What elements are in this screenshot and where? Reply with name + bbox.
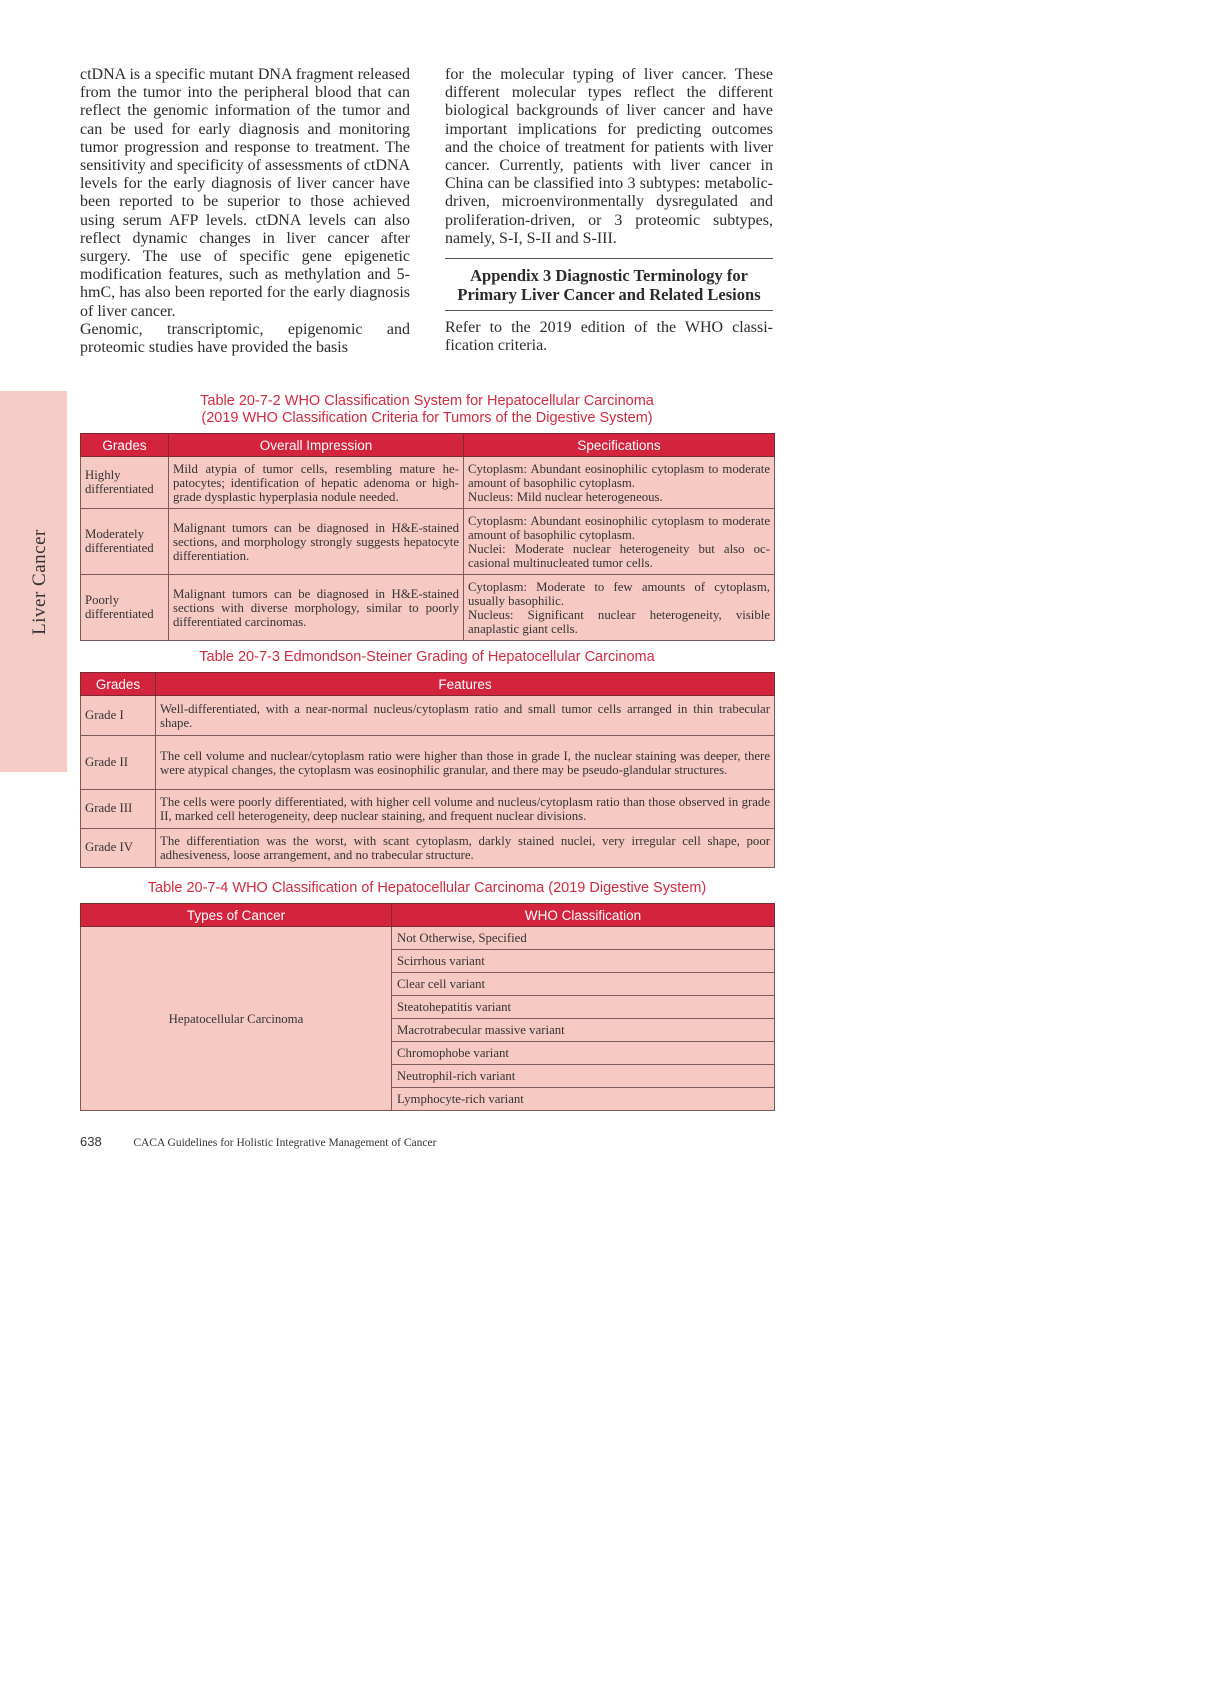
table1-impression-cell: Mild atypia of tumor cells, resembling mature hepatocytes; identification of hepatic adenoma or high-grade dysplastic hyperplasia nodule needed. [169, 457, 464, 509]
table-row [81, 736, 775, 790]
table2-features-cell: The differentiation was the worst, with scant cytoplasm, darkly stained nuclei, very irregular cell shape, poor adhesiveness, loose arrangement, and no trabecular structure. [156, 829, 775, 868]
table2-grade-cell: Grade III [81, 790, 156, 829]
table-row [81, 829, 775, 868]
paragraph-appendix: Refer to the 2019 edition of the WHO classification criteria. [445, 319, 773, 355]
table1-impression-cell: Malignant tumors can be diagnosed in H&E-stained sections, and morphology strongly suggests hepatocyte differentiation. [169, 509, 464, 575]
left-column [80, 66, 410, 357]
who-classification-table [80, 433, 775, 641]
table3-header-classification: WHO Classification [392, 904, 775, 927]
table-row [81, 457, 775, 509]
table-row [81, 790, 775, 829]
table3-header-types: Types of Cancer [81, 904, 392, 927]
table1-grade-cell: Highly differentiated [81, 457, 169, 509]
table2-caption: Table 20-7-3 Edmondson-Steiner Grading of Hepatocellular Carcinoma [199, 649, 655, 665]
table2-features-cell: Well-differentiated, with a near-normal nucleus/cytoplasm ratio and small tumor cells arranged in thin trabecular shape. [156, 696, 775, 736]
table1-grade-cell: Poorly differentiated [81, 575, 169, 641]
table3-classification-cell: Steatohepatitis variant [392, 996, 775, 1019]
side-tab-label: Liver Cancer [29, 529, 50, 635]
paragraph-ctdna: ctDNA is a specific mutant DNA fragment released from the tumor into the peripheral blood that can reflect the genomic information of the tumor and can be used for early diagnosis and monitoring tumor progression and response to treatment. The sensitivity and specificity of assessments of ctDNA levels for the early diagnosis of liver cancer have been reported to be superior to those achieved using serum AFP levels. ctDNA levels can also reflect dynamic changes in liver cancer after surgery. The use of specific gene epigenetic modification features, such as methylation and 5-hmC, has also been reported for the early diagnosis of liver cancer. [80, 66, 410, 320]
table-row [81, 509, 775, 575]
table3-classification-cell: Clear cell variant [392, 973, 775, 996]
appendix-heading-line-1: Appendix 3 Diagnostic Terminology for [470, 266, 748, 286]
table3-classification-cell: Not Otherwise, Specified [392, 927, 775, 950]
table1-impression-cell: Malignant tumors can be diagnosed in H&E-stained sections with diverse morphology, similar to poorly differentiated carcinomas. [169, 575, 464, 641]
table3-caption: Table 20-7-4 WHO Classification of Hepatocellular Carcinoma (2019 Digestive System) [147, 880, 707, 896]
table-row [81, 927, 775, 950]
table1-header-specifications: Specifications [464, 434, 775, 457]
table2-header-grades: Grades [81, 673, 156, 696]
table3-classification-cell: Scirrhous variant [392, 950, 775, 973]
table2-features-cell: The cell volume and nuclear/cytoplasm ratio were higher than those in grade I, the nuclear staining was deeper, there were atypical changes, the cytoplasm was eosinophilic granular, and there may be pseudo-glandular structures. [156, 736, 775, 790]
table2-grade-cell: Grade II [81, 736, 156, 790]
page-footer [80, 1134, 436, 1149]
edmondson-steiner-table [80, 672, 775, 868]
table-row [81, 575, 775, 641]
table1-caption-line-1: Table 20-7-2 WHO Classification System for Hepatocellular Carcinoma [200, 393, 654, 409]
table1-header-grades: Grades [81, 434, 169, 457]
page-number: 638 [80, 1134, 102, 1149]
table1-grade-cell: Moderately differentiated [81, 509, 169, 575]
paragraph-molecular-typing: for the molecular typing of liver cancer. These different molecular types reflect the different biological backgrounds of liver cancer and have important implications for predicting outcomes and the choice of treatment for patients with liver cancer. Currently, patients with liver cancer in China can be classified into 3 subtypes: metabolic-driven, microenvironmentally dysregulated and proliferation-driven, or 3 proteomic subtypes, namely, S-I, S-II and S-III. [445, 66, 773, 247]
table3-classification-cell: Macrotrabecular massive variant [392, 1019, 775, 1042]
book-title: CACA Guidelines for Holistic Integrative Management of Cancer [133, 1137, 437, 1149]
appendix-heading-line-2: Primary Liver Cancer and Related Lesions [457, 284, 761, 304]
paragraph-genomic: Genomic, transcriptomic, epigenomic and proteomic studies have provided the basis [80, 320, 410, 357]
table3-cancer-type-cell: Hepatocellular Carcinoma [81, 927, 392, 1111]
table1-caption [80, 393, 774, 427]
table1-spec-cell: Cytoplasm: Moderate to few amounts of cytoplasm, usually basophilic. Nucleus: Significant nuclear heterogeneity, visible anaplastic giant cells. [464, 575, 775, 641]
table3-classification-cell: Neutrophil-rich variant [392, 1065, 775, 1088]
table-row [81, 696, 775, 736]
table2-grade-cell: Grade IV [81, 829, 156, 868]
table3-classification-cell: Lymphocyte-rich variant [392, 1088, 775, 1111]
table3-classification-cell: Chromophobe variant [392, 1042, 775, 1065]
right-column [445, 66, 773, 355]
table1-spec-cell: Cytoplasm: Abundant eosinophilic cytoplasm to moderate amount of basophilic cytoplasm. Nucleus: Mild nuclear heterogeneous. [464, 457, 775, 509]
who-variants-table [80, 903, 775, 1111]
table2-header-features: Features [156, 673, 775, 696]
table1-caption-line-2: (2019 WHO Classification Criteria for Tumors of the Digestive System) [201, 410, 653, 426]
table2-features-cell: The cells were poorly differentiated, with higher cell volume and nucleus/cytoplasm ratio than those observed in grade II, marked cell heterogeneity, deep nuclear staining, and frequent nuclear divisions. [156, 790, 775, 829]
table1-spec-cell: Cytoplasm: Abundant eosinophilic cytoplasm to moderate amount of basophilic cytoplasm. Nuclei: Moderate nuclear heterogeneity but also occasional multinucleated tumor cells. [464, 509, 775, 575]
table1-header-impression: Overall Impression [169, 434, 464, 457]
table2-grade-cell: Grade I [81, 696, 156, 736]
appendix-heading [445, 258, 773, 311]
